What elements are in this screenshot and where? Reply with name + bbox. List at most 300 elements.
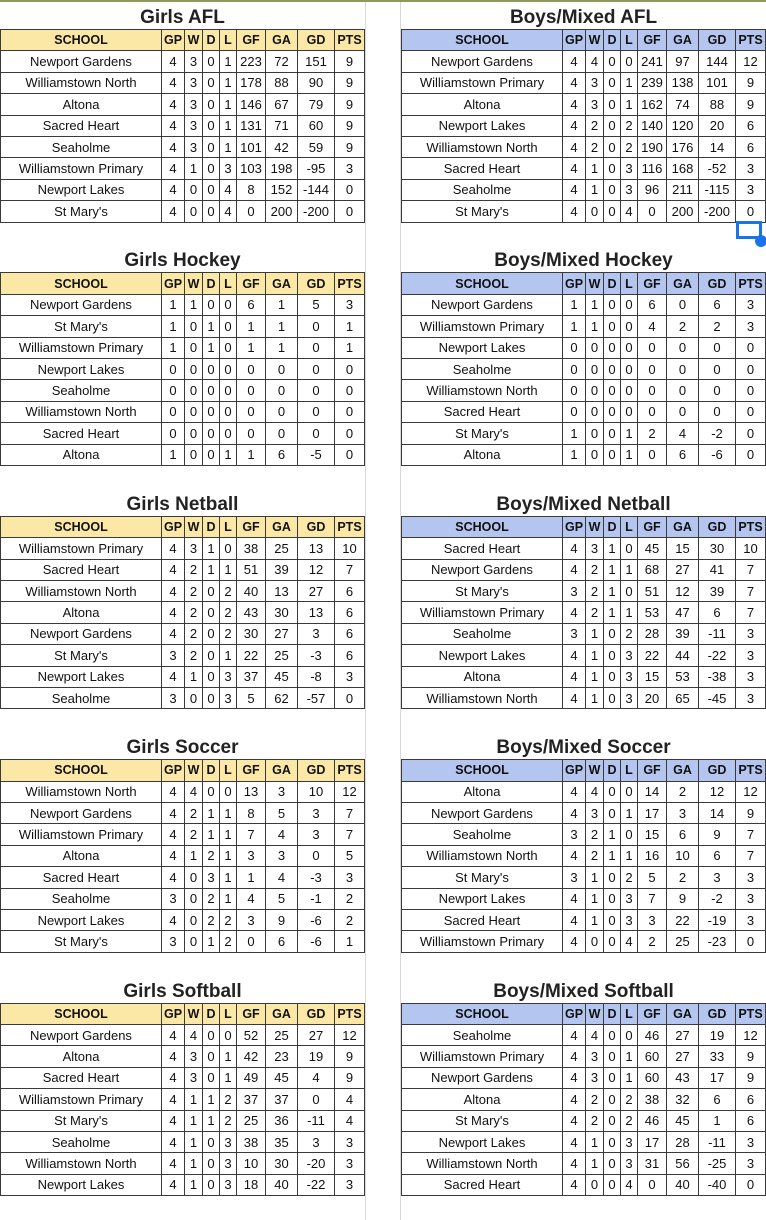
stat-cell-gp[interactable]: 4 [563,1024,586,1045]
column-header-school[interactable]: SCHOOL [1,516,162,537]
stat-cell-ga[interactable]: 0 [667,337,699,358]
stat-cell-w[interactable]: 0 [185,687,203,708]
stat-cell-l[interactable]: 3 [621,1153,638,1174]
stat-cell-w[interactable]: 4 [185,1024,203,1045]
stat-cell-w[interactable]: 4 [185,781,203,802]
school-cell[interactable]: Seaholme [402,1024,563,1045]
stat-cell-ga[interactable]: 4 [266,867,298,888]
stat-cell-d[interactable]: 0 [604,1174,621,1195]
stat-cell-ga[interactable]: 27 [266,623,298,644]
stat-cell-d[interactable]: 1 [203,337,220,358]
stat-cell-d[interactable]: 0 [203,580,220,601]
stat-cell-w[interactable]: 1 [586,179,604,200]
school-cell[interactable]: Williamstown North [402,845,563,866]
column-header-gp[interactable]: GP [162,516,185,537]
stat-cell-pts[interactable]: 0 [335,380,365,401]
stat-cell-pts[interactable]: 3 [736,623,766,644]
stat-cell-pts[interactable]: 12 [736,781,766,802]
column-header-d[interactable]: D [203,760,220,781]
school-cell[interactable]: St Mary's [402,1110,563,1131]
stat-cell-l[interactable]: 2 [220,931,237,952]
stat-cell-ga[interactable]: 27 [667,559,699,580]
stat-cell-ga[interactable]: 168 [667,158,699,179]
school-cell[interactable]: Williamstown Primary [402,316,563,337]
stat-cell-gp[interactable]: 0 [162,401,185,422]
stat-cell-l[interactable]: 3 [220,1153,237,1174]
stat-cell-gf[interactable]: 0 [237,201,266,222]
stat-cell-gd[interactable]: -19 [699,909,736,930]
stat-cell-ga[interactable]: 30 [266,1153,298,1174]
school-cell[interactable]: Williamstown North [1,1153,162,1174]
column-header-gp[interactable]: GP [563,1003,586,1024]
stat-cell-ga[interactable]: 71 [266,115,298,136]
column-header-gp[interactable]: GP [563,273,586,294]
stat-cell-gp[interactable]: 3 [563,580,586,601]
stat-cell-ga[interactable]: 200 [667,201,699,222]
stat-cell-pts[interactable]: 0 [335,687,365,708]
column-header-gf[interactable]: GF [237,516,266,537]
stat-cell-gp[interactable]: 4 [162,867,185,888]
stat-cell-w[interactable]: 1 [586,645,604,666]
stat-cell-gd[interactable]: 27 [298,1024,335,1045]
stat-cell-pts[interactable]: 0 [335,444,365,465]
school-cell[interactable]: Williamstown Primary [1,158,162,179]
stat-cell-gf[interactable]: 51 [638,580,667,601]
stat-cell-gd[interactable]: 3 [699,867,736,888]
column-header-gf[interactable]: GF [638,516,667,537]
stat-cell-ga[interactable]: 25 [266,645,298,666]
school-cell[interactable]: Williamstown North [1,72,162,93]
stat-cell-d[interactable]: 2 [203,845,220,866]
stat-cell-gd[interactable]: -3 [298,645,335,666]
stat-cell-w[interactable]: 1 [586,888,604,909]
stat-cell-d[interactable]: 0 [203,623,220,644]
stat-cell-l[interactable]: 0 [220,294,237,315]
school-cell[interactable]: Williamstown North [402,687,563,708]
stat-cell-pts[interactable]: 2 [335,909,365,930]
stat-cell-l[interactable]: 1 [220,888,237,909]
stat-cell-d[interactable]: 1 [203,931,220,952]
stat-cell-w[interactable]: 4 [586,781,604,802]
stat-cell-gd[interactable]: 3 [298,824,335,845]
stat-cell-pts[interactable]: 12 [736,51,766,72]
stat-cell-gf[interactable]: 22 [237,645,266,666]
stat-cell-w[interactable]: 3 [586,802,604,823]
stat-cell-l[interactable]: 0 [220,401,237,422]
stat-cell-gp[interactable]: 4 [563,72,586,93]
stat-cell-w[interactable]: 2 [586,1089,604,1110]
stat-cell-gf[interactable]: 60 [638,1067,667,1088]
stat-cell-gf[interactable]: 37 [237,666,266,687]
stat-cell-d[interactable]: 2 [203,888,220,909]
stat-cell-d[interactable]: 0 [203,1131,220,1152]
stat-cell-gp[interactable]: 4 [563,687,586,708]
stat-cell-w[interactable]: 2 [586,845,604,866]
stat-cell-ga[interactable]: 28 [667,1131,699,1152]
stat-cell-w[interactable]: 0 [586,1174,604,1195]
stat-cell-d[interactable]: 0 [604,179,621,200]
stat-cell-l[interactable]: 0 [621,1024,638,1045]
stat-cell-gp[interactable]: 4 [162,781,185,802]
stat-cell-gf[interactable]: 6 [638,294,667,315]
stat-cell-pts[interactable]: 3 [736,645,766,666]
stat-cell-d[interactable]: 0 [604,909,621,930]
stat-cell-w[interactable]: 0 [586,201,604,222]
stat-cell-gf[interactable]: 1 [237,867,266,888]
stat-cell-gf[interactable]: 0 [638,444,667,465]
stat-cell-pts[interactable]: 3 [736,179,766,200]
stat-cell-gd[interactable]: -38 [699,666,736,687]
stat-cell-w[interactable]: 0 [185,423,203,444]
column-header-l[interactable]: L [621,273,638,294]
stat-cell-pts[interactable]: 3 [736,909,766,930]
stat-cell-d[interactable]: 2 [203,909,220,930]
stat-cell-d[interactable]: 1 [203,1110,220,1131]
school-cell[interactable]: Altona [1,845,162,866]
stat-cell-gp[interactable]: 0 [563,337,586,358]
stat-cell-w[interactable]: 2 [586,136,604,157]
column-header-d[interactable]: D [604,1003,621,1024]
school-cell[interactable]: Newport Lakes [402,888,563,909]
stat-cell-ga[interactable]: 6 [266,444,298,465]
stat-cell-gd[interactable]: 0 [699,337,736,358]
column-header-d[interactable]: D [604,516,621,537]
stat-cell-pts[interactable]: 3 [335,294,365,315]
stat-cell-l[interactable]: 0 [621,401,638,422]
school-cell[interactable]: Seaholme [1,380,162,401]
stat-cell-d[interactable]: 0 [604,888,621,909]
stat-cell-d[interactable]: 0 [604,201,621,222]
stat-cell-pts[interactable]: 10 [335,538,365,559]
stat-cell-gd[interactable]: 101 [699,72,736,93]
stat-cell-gp[interactable]: 4 [162,666,185,687]
column-header-ga[interactable]: GA [266,1003,298,1024]
stat-cell-l[interactable]: 1 [220,444,237,465]
stat-cell-ga[interactable]: 39 [266,559,298,580]
stat-cell-w[interactable]: 2 [586,602,604,623]
stat-cell-gd[interactable]: -22 [298,1174,335,1195]
stat-cell-gd[interactable]: -6 [298,931,335,952]
school-cell[interactable]: Newport Gardens [402,294,563,315]
stat-cell-gd[interactable]: 0 [699,380,736,401]
column-header-d[interactable]: D [604,760,621,781]
stat-cell-ga[interactable]: 2 [667,316,699,337]
stat-cell-gd[interactable]: 0 [298,316,335,337]
stat-cell-gp[interactable]: 0 [162,423,185,444]
column-header-ga[interactable]: GA [667,760,699,781]
stat-cell-gf[interactable]: 96 [638,179,667,200]
stat-cell-gp[interactable]: 1 [563,316,586,337]
school-cell[interactable]: Williamstown Primary [402,1046,563,1067]
stat-cell-pts[interactable]: 9 [335,136,365,157]
stat-cell-pts[interactable]: 7 [736,824,766,845]
stat-cell-l[interactable]: 4 [220,201,237,222]
stat-cell-gd[interactable]: 9 [699,824,736,845]
school-cell[interactable]: Seaholme [402,824,563,845]
stat-cell-w[interactable]: 3 [185,51,203,72]
stat-cell-l[interactable]: 3 [220,666,237,687]
stat-cell-gp[interactable]: 0 [162,358,185,379]
stat-cell-ga[interactable]: 53 [667,666,699,687]
stat-cell-w[interactable]: 4 [586,1024,604,1045]
school-cell[interactable]: Newport Lakes [1,1174,162,1195]
stat-cell-pts[interactable]: 10 [736,538,766,559]
stat-cell-gp[interactable]: 3 [162,931,185,952]
stat-cell-w[interactable]: 1 [586,909,604,930]
stat-cell-ga[interactable]: 13 [266,580,298,601]
stat-cell-w[interactable]: 2 [185,645,203,666]
school-cell[interactable]: Sacred Heart [402,538,563,559]
stat-cell-gp[interactable]: 4 [162,602,185,623]
stat-cell-l[interactable]: 1 [220,867,237,888]
stat-cell-gp[interactable]: 4 [162,623,185,644]
stat-cell-w[interactable]: 3 [586,72,604,93]
stat-cell-ga[interactable]: 1 [266,316,298,337]
stat-cell-gd[interactable]: -115 [699,179,736,200]
stat-cell-gf[interactable]: 7 [638,888,667,909]
school-cell[interactable]: St Mary's [1,1110,162,1131]
stat-cell-gp[interactable]: 4 [563,158,586,179]
stat-cell-ga[interactable]: 4 [667,423,699,444]
column-header-gd[interactable]: GD [699,273,736,294]
stat-cell-gd[interactable]: 0 [298,380,335,401]
stat-cell-w[interactable]: 0 [185,358,203,379]
stat-cell-l[interactable]: 2 [621,867,638,888]
column-header-school[interactable]: SCHOOL [1,30,162,51]
stat-cell-l[interactable]: 3 [220,1174,237,1195]
school-cell[interactable]: St Mary's [402,867,563,888]
stat-cell-pts[interactable]: 1 [335,337,365,358]
stat-cell-l[interactable]: 1 [220,72,237,93]
column-header-d[interactable]: D [203,516,220,537]
school-cell[interactable]: Williamstown Primary [1,1089,162,1110]
stat-cell-l[interactable]: 4 [621,931,638,952]
column-header-d[interactable]: D [604,273,621,294]
stat-cell-l[interactable]: 1 [220,802,237,823]
stat-cell-ga[interactable]: 5 [266,888,298,909]
stat-cell-pts[interactable]: 3 [335,867,365,888]
stat-cell-d[interactable]: 0 [203,401,220,422]
stat-cell-pts[interactable]: 12 [736,1024,766,1045]
stat-cell-l[interactable]: 1 [621,1046,638,1067]
stat-cell-gf[interactable]: 18 [237,1174,266,1195]
stat-cell-d[interactable]: 0 [604,337,621,358]
stat-cell-ga[interactable]: 67 [266,94,298,115]
column-header-gf[interactable]: GF [237,273,266,294]
stat-cell-gf[interactable]: 0 [638,358,667,379]
stat-cell-pts[interactable]: 3 [736,867,766,888]
stat-cell-l[interactable]: 0 [621,580,638,601]
column-header-gp[interactable]: GP [162,30,185,51]
stat-cell-ga[interactable]: 74 [667,94,699,115]
stat-cell-pts[interactable]: 9 [736,1046,766,1067]
stat-cell-gd[interactable]: -20 [298,1153,335,1174]
stat-cell-pts[interactable]: 9 [335,1046,365,1067]
stat-cell-gd[interactable]: 151 [298,51,335,72]
stat-cell-gf[interactable]: 17 [638,802,667,823]
column-header-gp[interactable]: GP [162,273,185,294]
column-header-gd[interactable]: GD [699,1003,736,1024]
stat-cell-gp[interactable]: 4 [162,909,185,930]
stat-cell-gd[interactable]: -3 [298,867,335,888]
stat-cell-l[interactable]: 0 [220,1024,237,1045]
stat-cell-d[interactable]: 0 [203,423,220,444]
stat-cell-pts[interactable]: 9 [335,115,365,136]
stat-cell-gd[interactable]: 27 [298,580,335,601]
stat-cell-gf[interactable]: 131 [237,115,266,136]
stat-cell-d[interactable]: 0 [604,867,621,888]
stat-cell-gp[interactable]: 4 [162,559,185,580]
stat-cell-gp[interactable]: 4 [162,1024,185,1045]
stat-cell-gf[interactable]: 103 [237,158,266,179]
stat-cell-gd[interactable]: 1 [699,1110,736,1131]
stat-cell-w[interactable]: 2 [586,580,604,601]
column-header-ga[interactable]: GA [667,1003,699,1024]
stat-cell-l[interactable]: 2 [220,1089,237,1110]
stat-cell-l[interactable]: 3 [621,645,638,666]
stat-cell-gd[interactable]: -52 [699,158,736,179]
stat-cell-gd[interactable]: 0 [298,1089,335,1110]
stat-cell-pts[interactable]: 0 [736,444,766,465]
stat-cell-w[interactable]: 3 [185,72,203,93]
stat-cell-d[interactable]: 0 [604,444,621,465]
stat-cell-gd[interactable]: 17 [699,1067,736,1088]
fill-handle[interactable] [755,235,766,247]
stat-cell-gd[interactable]: 90 [298,72,335,93]
stat-cell-l[interactable]: 2 [621,1110,638,1131]
stat-cell-gd[interactable]: 3 [298,802,335,823]
stat-cell-pts[interactable]: 6 [736,1110,766,1131]
stat-cell-gf[interactable]: 5 [237,687,266,708]
column-header-pts[interactable]: PTS [736,516,766,537]
school-cell[interactable]: Sacred Heart [1,867,162,888]
stat-cell-gd[interactable]: -6 [298,909,335,930]
stat-cell-pts[interactable]: 9 [335,72,365,93]
stat-cell-d[interactable]: 0 [604,401,621,422]
stat-cell-ga[interactable]: 44 [667,645,699,666]
stat-cell-gf[interactable]: 0 [237,358,266,379]
stat-cell-gd[interactable]: -6 [699,444,736,465]
stat-cell-w[interactable]: 3 [185,1067,203,1088]
stat-cell-pts[interactable]: 9 [335,51,365,72]
stat-cell-w[interactable]: 0 [185,179,203,200]
stat-cell-gp[interactable]: 3 [162,645,185,666]
stat-cell-gp[interactable]: 1 [162,444,185,465]
stat-cell-gp[interactable]: 4 [563,201,586,222]
stat-cell-gp[interactable]: 1 [162,337,185,358]
stat-cell-d[interactable]: 0 [604,1110,621,1131]
stat-cell-pts[interactable]: 1 [335,316,365,337]
stat-cell-d[interactable]: 0 [604,51,621,72]
column-header-pts[interactable]: PTS [335,1003,365,1024]
column-header-school[interactable]: SCHOOL [1,760,162,781]
stat-cell-gp[interactable]: 1 [563,294,586,315]
stat-cell-ga[interactable]: 45 [266,1067,298,1088]
column-header-l[interactable]: L [621,30,638,51]
stat-cell-pts[interactable]: 3 [335,158,365,179]
stat-cell-pts[interactable]: 6 [736,115,766,136]
stat-cell-gd[interactable]: -25 [699,1153,736,1174]
stat-cell-ga[interactable]: 138 [667,72,699,93]
stat-cell-gd[interactable]: 19 [699,1024,736,1045]
stat-cell-w[interactable]: 3 [586,94,604,115]
stat-cell-d[interactable]: 0 [203,51,220,72]
school-cell[interactable]: Sacred Heart [402,1174,563,1195]
stat-cell-w[interactable]: 0 [185,201,203,222]
school-cell[interactable]: Seaholme [402,623,563,644]
stat-cell-gf[interactable]: 20 [638,687,667,708]
stat-cell-pts[interactable]: 0 [335,423,365,444]
stat-cell-gp[interactable]: 3 [563,623,586,644]
stat-cell-w[interactable]: 2 [586,824,604,845]
stat-cell-w[interactable]: 2 [185,623,203,644]
school-cell[interactable]: Seaholme [1,687,162,708]
school-cell[interactable]: Newport Lakes [402,115,563,136]
stat-cell-gd[interactable]: -200 [699,201,736,222]
stat-cell-pts[interactable]: 0 [335,179,365,200]
stat-cell-ga[interactable]: 32 [667,1089,699,1110]
column-header-w[interactable]: W [586,1003,604,1024]
stat-cell-gf[interactable]: 4 [237,888,266,909]
school-cell[interactable]: Sacred Heart [402,909,563,930]
stat-cell-d[interactable]: 0 [604,623,621,644]
stat-cell-ga[interactable]: 3 [266,781,298,802]
stat-cell-w[interactable]: 1 [185,1153,203,1174]
stat-cell-gp[interactable]: 4 [563,888,586,909]
school-cell[interactable]: Newport Gardens [402,802,563,823]
stat-cell-ga[interactable]: 43 [667,1067,699,1088]
column-header-d[interactable]: D [203,273,220,294]
stat-cell-gf[interactable]: 40 [237,580,266,601]
stat-cell-ga[interactable]: 0 [266,380,298,401]
stat-cell-w[interactable]: 0 [185,931,203,952]
stat-cell-gd[interactable]: 30 [699,538,736,559]
stat-cell-w[interactable]: 0 [185,337,203,358]
column-header-ga[interactable]: GA [266,273,298,294]
stat-cell-d[interactable]: 0 [203,158,220,179]
stat-cell-gf[interactable]: 52 [237,1024,266,1045]
stat-cell-w[interactable]: 1 [185,1089,203,1110]
stat-cell-w[interactable]: 1 [586,1131,604,1152]
stat-cell-l[interactable]: 3 [621,666,638,687]
column-header-l[interactable]: L [621,516,638,537]
column-header-gp[interactable]: GP [162,760,185,781]
stat-cell-ga[interactable]: 2 [667,867,699,888]
stat-cell-l[interactable]: 2 [621,136,638,157]
stat-cell-w[interactable]: 3 [185,1046,203,1067]
stat-cell-pts[interactable]: 7 [335,802,365,823]
stat-cell-l[interactable]: 0 [621,316,638,337]
stat-cell-gf[interactable]: 46 [638,1024,667,1045]
column-header-gd[interactable]: GD [699,760,736,781]
stat-cell-l[interactable]: 1 [621,72,638,93]
stat-cell-gf[interactable]: 1 [237,444,266,465]
stat-cell-d[interactable]: 1 [203,1089,220,1110]
stat-cell-gf[interactable]: 28 [638,623,667,644]
school-cell[interactable]: Williamstown North [402,136,563,157]
stat-cell-l[interactable]: 2 [220,580,237,601]
stat-cell-d[interactable]: 0 [203,358,220,379]
stat-cell-gd[interactable]: 2 [699,316,736,337]
stat-cell-d[interactable]: 0 [604,115,621,136]
column-header-gd[interactable]: GD [298,760,335,781]
stat-cell-ga[interactable]: 27 [667,1046,699,1067]
stat-cell-pts[interactable]: 3 [736,1153,766,1174]
stat-cell-pts[interactable]: 7 [335,824,365,845]
stat-cell-gd[interactable]: -11 [298,1110,335,1131]
column-header-w[interactable]: W [586,516,604,537]
stat-cell-gf[interactable]: 15 [638,666,667,687]
